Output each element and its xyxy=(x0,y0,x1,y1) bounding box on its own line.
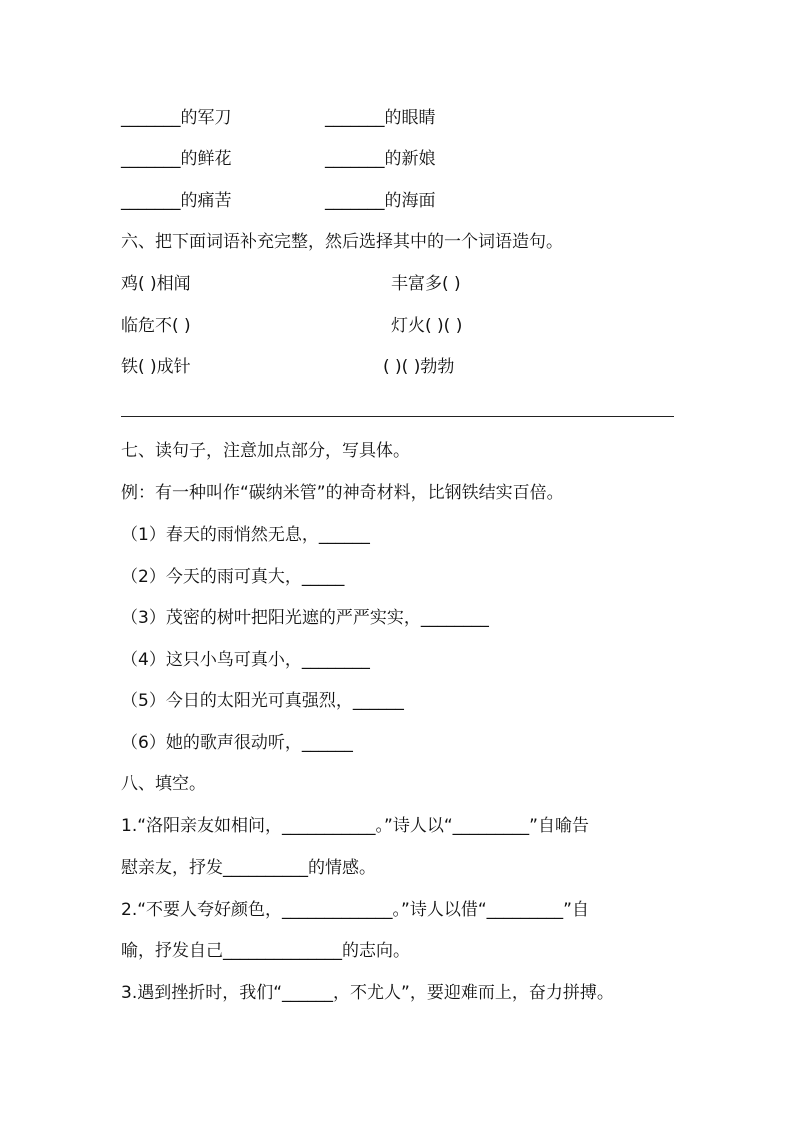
idiom-3-left: 铁( )成针 xyxy=(121,357,191,377)
phrase-fill-2-right: _______的新娘 xyxy=(325,149,436,169)
phrase-fill-3-left: _______的痛苦 xyxy=(121,191,232,211)
fill-blank-line-3: 2.“不要人夸好颜色，_____________。”诗人以借“_________”自 xyxy=(121,900,589,920)
sentence-item-2: （2）今天的雨可真大，_____ xyxy=(121,567,345,587)
section-6-heading: 六、把下面词语补充完整，然后选择其中的一个词语造句。 xyxy=(121,232,563,252)
fill-blank-line-1: 1.“洛阳亲友如相问，___________。”诗人以“_________”自喻告 xyxy=(121,816,589,836)
section-7-heading: 七、读句子，注意加点部分，写具体。 xyxy=(121,441,410,461)
fill-blank-line-4: 喻，抒发自己______________的志向。 xyxy=(121,941,410,961)
example-sentence: 例：有一种叫作“碳纳米管”的神奇材料，比钢铁结实百倍。 xyxy=(121,483,564,503)
idiom-1-left: 鸡( )相闻 xyxy=(121,274,191,294)
sentence-item-1: （1）春天的雨悄然无息，______ xyxy=(121,525,370,545)
idiom-2-right: 灯火( )( ) xyxy=(391,316,463,336)
fill-blank-line-2: 慰亲友，抒发__________的情感。 xyxy=(121,858,376,878)
sentence-answer-line xyxy=(121,416,674,417)
phrase-fill-2-left: _______的鲜花 xyxy=(121,149,232,169)
idiom-3-right: ( )( )勃勃 xyxy=(383,357,455,377)
phrase-fill-1-left: _______的军刀 xyxy=(121,108,232,128)
sentence-item-5: （5）今日的太阳光可真强烈，______ xyxy=(121,691,404,711)
idiom-2-left: 临危不( ) xyxy=(121,316,191,336)
phrase-fill-3-right: _______的海面 xyxy=(325,191,436,211)
sentence-item-4: （4）这只小鸟可真小，________ xyxy=(121,650,370,670)
phrase-fill-1-right: _______的眼睛 xyxy=(325,108,436,128)
sentence-item-6: （6）她的歌声很动听，______ xyxy=(121,733,353,753)
idiom-1-right: 丰富多( ) xyxy=(391,274,461,294)
fill-blank-line-5: 3.遇到挫折时，我们“______，不尤人”，要迎难而上，奋力拼搏。 xyxy=(121,983,614,1003)
sentence-item-3: （3）茂密的树叶把阳光遮的严严实实，________ xyxy=(121,608,489,628)
section-8-heading: 八、填空。 xyxy=(121,774,206,794)
